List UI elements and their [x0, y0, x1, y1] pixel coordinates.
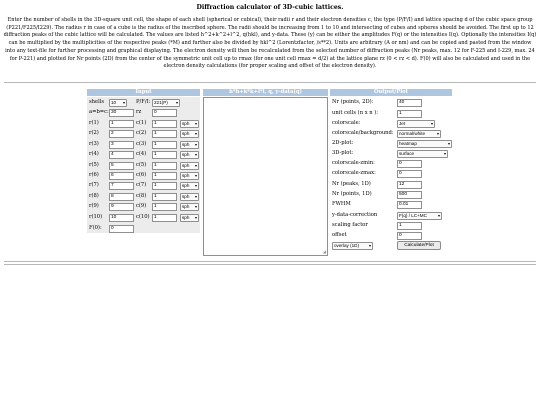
shell-shape-value: sph — [182, 142, 190, 147]
nr-points-1d-input[interactable]: 500 — [397, 191, 422, 199]
chevron-down-icon: ▾ — [194, 173, 197, 178]
fwhm-label: FWHM — [332, 201, 351, 207]
chevron-down-icon: ▾ — [447, 141, 450, 146]
bottom-divider-1 — [4, 261, 536, 262]
shell-shape-select[interactable] — [180, 120, 199, 128]
offset-input[interactable]: 0 — [397, 232, 422, 240]
unit-cells-label: unit cells (n x n ): — [332, 110, 379, 116]
f0-label: F(0): — [89, 225, 102, 231]
chevron-down-icon: ▾ — [368, 243, 371, 248]
chevron-down-icon: ▾ — [436, 131, 439, 136]
overlay-select[interactable] — [332, 242, 373, 250]
nr-peaks-label: Nr (peaks, 1D) — [332, 181, 371, 187]
shell-r-input[interactable]: 5 — [109, 162, 134, 170]
chevron-down-icon: ▾ — [194, 142, 197, 147]
rz-input[interactable]: 0 — [152, 109, 177, 117]
shell-shape-value: sph — [182, 131, 190, 136]
pfi-select[interactable] — [152, 99, 180, 107]
shell-r-label: r(6) — [89, 172, 99, 178]
chevron-down-icon: ▾ — [194, 163, 197, 168]
ycorr-label: y-data-correction — [332, 212, 378, 218]
nr-points-2d-label: Nr (points, 2D): — [332, 99, 374, 105]
shell-shape-select[interactable] — [180, 203, 199, 211]
chevron-down-icon: ▾ — [194, 183, 197, 188]
chevron-down-icon: ▾ — [430, 121, 433, 126]
shell-shape-select[interactable] — [180, 141, 199, 149]
chevron-down-icon: ▾ — [194, 121, 197, 126]
shell-c-label: c(5) — [136, 162, 147, 168]
shell-c-input[interactable]: 1 — [152, 214, 177, 222]
shells-label: shells — [89, 99, 105, 105]
page-title: Diffraction calculator of 3D-cubic lattices. — [196, 4, 344, 11]
f0-input[interactable]: 0 — [109, 225, 134, 233]
nr-points-1d-label: Nr (points, 1D) — [332, 191, 372, 197]
zmax-label: colorscale-zmax: — [332, 170, 376, 176]
fwhm-input[interactable]: 0.01 — [397, 201, 422, 209]
scaling-label: scaling factor — [332, 222, 368, 228]
shell-c-input[interactable]: 1 — [152, 182, 177, 190]
shell-shape-select[interactable] — [180, 151, 199, 159]
shell-shape-value: sph — [182, 173, 190, 178]
chevron-down-icon: ▾ — [194, 204, 197, 209]
zmin-input[interactable]: 0 — [397, 160, 422, 168]
shell-r-input[interactable]: 9 — [109, 203, 134, 211]
shell-shape-select[interactable] — [180, 193, 199, 201]
shell-c-input[interactable]: 1 — [152, 120, 177, 128]
plot2d-select[interactable] — [397, 140, 452, 148]
shell-shape-value: sph — [182, 163, 190, 168]
chevron-down-icon: ▾ — [194, 215, 197, 220]
shell-c-label: c(9) — [136, 203, 147, 209]
chevron-down-icon: ▾ — [194, 131, 197, 136]
shell-c-label: c(1) — [136, 120, 147, 126]
zmin-label: colorscale-zmin: — [332, 160, 375, 166]
colorscale-bg-label: colorscale/background: — [332, 130, 394, 136]
ycorr-select[interactable] — [397, 212, 442, 220]
bottom-divider-2 — [4, 264, 536, 265]
shell-r-input[interactable]: 2 — [109, 130, 134, 138]
shells-select-value: 10 — [111, 100, 117, 105]
chevron-down-icon: ▾ — [122, 100, 125, 105]
top-divider — [4, 82, 536, 83]
shell-shape-value: sph — [182, 121, 190, 126]
shell-r-label: r(10) — [89, 214, 103, 220]
pfi-select-value: 221(P) — [154, 100, 168, 105]
shell-r-input[interactable]: 3 — [109, 141, 134, 149]
shell-r-label: r(5) — [89, 162, 99, 168]
shell-shape-value: sph — [182, 152, 190, 157]
plot2d-value: heatmap — [399, 141, 417, 146]
shell-r-label: r(1) — [89, 120, 99, 126]
abc-label: a=b=c: — [89, 109, 109, 115]
shell-shape-select[interactable] — [180, 182, 199, 190]
rz-label: rz — [136, 109, 142, 115]
shell-r-label: r(4) — [89, 151, 99, 157]
shell-shape-select[interactable] — [180, 214, 199, 222]
resize-grip-icon[interactable]: ◢ — [322, 249, 326, 254]
shell-r-input[interactable]: 4 — [109, 151, 134, 159]
shell-r-input[interactable]: 8 — [109, 193, 134, 201]
results-header: h*h+k*k+l*l, q, y-data(q) — [203, 89, 328, 96]
shell-c-label: c(6) — [136, 172, 147, 178]
input-header: Input — [87, 89, 200, 96]
scaling-input[interactable]: 1 — [397, 222, 422, 230]
calculate-plot-button[interactable]: Calculate/Plot — [397, 241, 441, 250]
shell-shape-value: sph — [182, 183, 190, 188]
plot2d-label: 2D-plot: — [332, 140, 354, 146]
shell-shape-select[interactable] — [180, 172, 199, 180]
shell-shape-value: sph — [182, 204, 190, 209]
shell-c-input[interactable]: 1 — [152, 130, 177, 138]
shell-c-label: c(7) — [136, 182, 147, 188]
shell-r-input[interactable]: 6 — [109, 172, 134, 180]
colorscale-select[interactable] — [397, 120, 435, 128]
output-header: Output/Plot — [330, 89, 452, 96]
abc-input[interactable]: 30 — [109, 109, 134, 117]
offset-label: offset — [332, 232, 347, 238]
shell-c-input[interactable]: 1 — [152, 203, 177, 211]
shell-shape-select[interactable] — [180, 130, 199, 138]
shell-c-label: c(3) — [136, 141, 147, 147]
shell-r-label: r(9) — [89, 203, 99, 209]
shell-c-label: c(10) — [136, 214, 150, 220]
shell-shape-value: sph — [182, 215, 190, 220]
nr-points-2d-input[interactable]: 40 — [397, 99, 422, 107]
shell-r-label: r(8) — [89, 193, 99, 199]
ycorr-value: F(q) / LC+MC — [399, 213, 427, 218]
shell-c-input[interactable]: 1 — [152, 141, 177, 149]
chevron-down-icon: ▾ — [175, 100, 178, 105]
unit-cells-input[interactable]: 1 — [397, 110, 422, 118]
shells-select[interactable] — [109, 99, 127, 107]
nr-peaks-input[interactable]: 12 — [397, 181, 422, 189]
chevron-down-icon: ▾ — [437, 213, 440, 218]
shell-r-label: r(7) — [89, 182, 99, 188]
shell-r-label: r(2) — [89, 130, 99, 136]
shell-r-input[interactable]: 1 — [109, 120, 134, 128]
zmax-input[interactable]: 0 — [397, 170, 422, 178]
pfi-label: P/F/I: — [136, 99, 151, 105]
plot3d-value: surface — [399, 151, 415, 156]
chevron-down-icon: ▾ — [194, 194, 197, 199]
shell-r-input[interactable]: 10 — [109, 214, 134, 222]
shell-c-input[interactable]: 1 — [152, 151, 177, 159]
chevron-down-icon: ▾ — [194, 152, 197, 157]
colorscale-value: Jet — [399, 121, 406, 126]
shell-shape-value: sph — [182, 194, 190, 199]
shell-r-input[interactable]: 7 — [109, 182, 134, 190]
shell-r-label: r(3) — [89, 141, 99, 147]
shell-c-input[interactable]: 1 — [152, 162, 177, 170]
colorscale-bg-value: normal/white — [399, 131, 426, 136]
shell-c-label: c(8) — [136, 193, 147, 199]
overlay-value: overlay (1D) — [334, 243, 360, 248]
colorscale-bg-select[interactable] — [397, 130, 441, 138]
shell-shape-select[interactable] — [180, 162, 199, 170]
plot3d-label: 3D-plot: — [332, 150, 354, 156]
shell-c-input[interactable]: 1 — [152, 172, 177, 180]
description-text: Enter the number of shells in the 3D-square unit cell, the shape of each shell (spherical or cubical), their radii r and their electron densities c, the type (P/F/I) and lattice spacing d of the cubic space group (P221/F225/I229). The radius r in case of a cube is the radius of the inscribed sphere. The radii should be increasing from 1 to 10 and intersecting of cubes and spheres should be avoided. The first up to 12 diffraction peaks of the cubic lattice will be calculated. The values are listed h^2+k^2+l^2, q(hkl), and y-data. These (y) can be either the amplitudes F(q) or the intensities I(q). Optionally the intensities I(q) can be multiplied by the multiplicities of the respective peaks (*M) and further also be divided by hkl^2 (Lorentzfactor, /s**2). Units are arbitrary (A or nm) and can be copied and pasted from the window into any text-file for further processing and graphical displaying. The electron density will then be recalculated from the selected number of diffraction peaks (Nr peaks, max. 12 for F-225 and I-229, max. 24 for P-221) and plotted for Nr points (2D) from the center of the symmetric unit cell up to rmax (for one unit cell rmax = d/2) at the lattice plane rz (0 < rz < d). F(0) will also be calculated and used in the electron density calculations (for proper scaling and offset of the electron density). — [3, 17, 537, 70]
plot3d-select[interactable] — [397, 150, 448, 158]
chevron-down-icon: ▾ — [443, 151, 446, 156]
shell-c-label: c(2) — [136, 130, 147, 136]
colorscale-label: colorscale: — [332, 120, 361, 126]
results-textarea[interactable] — [203, 97, 328, 256]
shell-c-input[interactable]: 1 — [152, 193, 177, 201]
shell-c-label: c(4) — [136, 151, 147, 157]
